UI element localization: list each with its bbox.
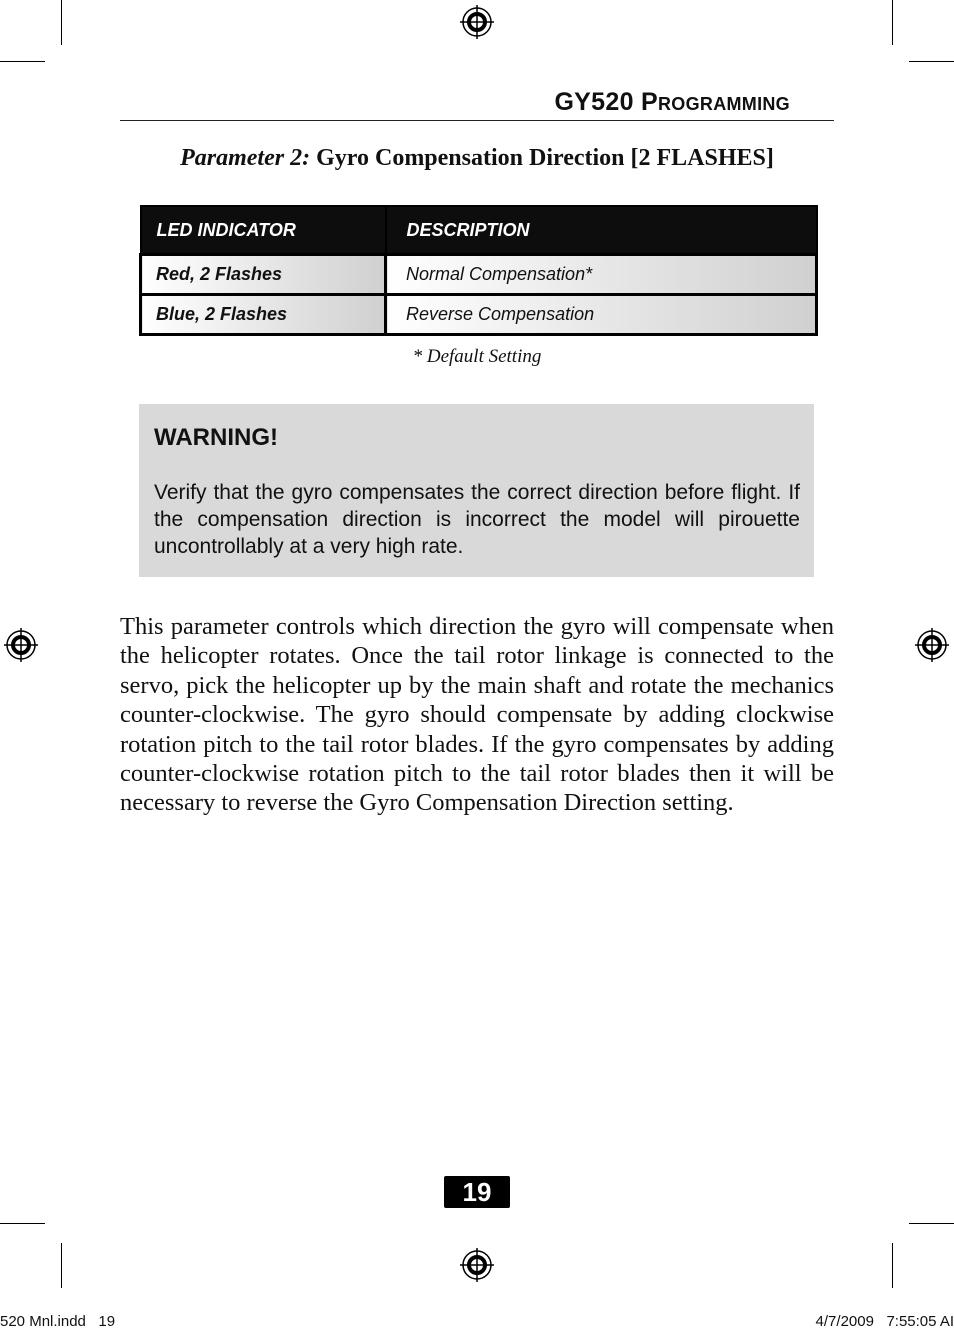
crop-mark bbox=[909, 61, 954, 62]
warning-text: Verify that the gyro compensates the correct direction before flight. If the compensation direction is incorrect the model will pirouette uncontrollably at a very high rate. bbox=[154, 481, 800, 558]
crop-mark bbox=[61, 0, 62, 45]
warning-box bbox=[139, 404, 814, 577]
default-setting-footnote: * Default Setting bbox=[412, 346, 542, 367]
column-header-led-indicator: LED INDICATOR bbox=[141, 206, 386, 255]
header-rule bbox=[120, 120, 834, 121]
crop-mark bbox=[909, 1223, 954, 1224]
table-header-row bbox=[141, 206, 817, 255]
led-indicator-table bbox=[139, 205, 818, 336]
header-title-smallcaps: ROGRAMMING bbox=[658, 94, 790, 114]
registration-mark-icon bbox=[460, 1248, 494, 1282]
column-header-description: DESCRIPTION bbox=[386, 206, 817, 255]
page-number: 19 bbox=[444, 1176, 510, 1208]
slug-filename: 520 Mnl.indd 19 bbox=[0, 1313, 116, 1330]
body-paragraph: This parameter controls which direction the gyro will compensate when the helicopter rotates. Once the tail rotor linkage is connected to the servo, pick the helicopter up by the main shaft and rotate the mechanics counter-clockwise. The gyro should compensate by adding clockwise rotation pitch to the tail rotor blades. If the gyro compensates by adding counter-clockwise rotation pitch to the tail rotor blades then it will be necessary to reverse the Gyro Compensation Direction setting. bbox=[120, 613, 834, 817]
crop-mark bbox=[892, 0, 893, 45]
table-cell-led: Blue, 2 Flashes bbox=[141, 295, 386, 335]
registration-mark-icon bbox=[915, 628, 949, 662]
parameter-title bbox=[120, 145, 834, 172]
table-cell-description: Reverse Compensation bbox=[386, 295, 817, 335]
table-cell-led: Red, 2 Flashes bbox=[141, 255, 386, 295]
table-row bbox=[141, 255, 817, 295]
parameter-name: Gyro Compensation Direction [2 FLASHES] bbox=[316, 145, 774, 171]
running-header bbox=[554, 88, 790, 117]
crop-mark bbox=[0, 61, 45, 62]
registration-mark-icon bbox=[4, 628, 38, 662]
header-title-main: GY520 P bbox=[554, 88, 658, 116]
parameter-label: Parameter 2: bbox=[180, 145, 311, 171]
table-row bbox=[141, 295, 817, 335]
slug-timestamp: 4/7/2009 7:55:05 AI bbox=[815, 1313, 954, 1330]
warning-heading: WARNING! bbox=[154, 424, 278, 451]
registration-mark-icon bbox=[460, 5, 494, 39]
crop-mark bbox=[0, 1223, 45, 1224]
crop-mark bbox=[892, 1243, 893, 1288]
crop-mark bbox=[61, 1243, 62, 1288]
table-cell-description: Normal Compensation* bbox=[386, 255, 817, 295]
